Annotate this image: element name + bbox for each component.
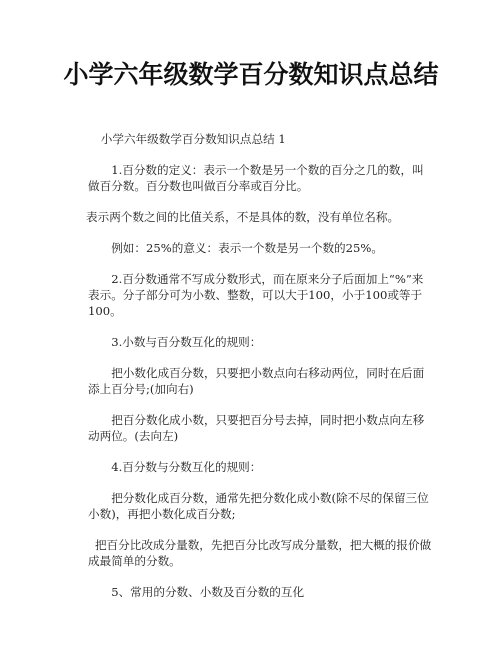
heading-decimal-percent-rules: 3.小数与百分数互化的规则：: [111, 335, 262, 349]
paragraph-percent-format: 2.百分数通常不写成分数形式，而在原来分子后面加上“%”来表示。分子部分可为小数、整数，可以大于100，小于100或等于100。: [88, 272, 424, 318]
paragraph-percent-to-fraction: 把百分比改成分量数，先把百分比改写成分量数，把大概的报价做成最简单的分数。: [88, 538, 432, 568]
paragraph-fraction-to-percent: 把分数化成百分数，通常先把分数化成小数(除不尽的保留三位小数)，再把小数化成百分数;: [88, 491, 429, 521]
paragraph-example: 例如：25%的意义：表示一个数是另一个数的25%。: [111, 241, 384, 255]
document-title: 小学六年级数学百分数知识点总结: [63, 60, 439, 89]
document-body: [88, 131, 433, 615]
paragraph-decimal-to-percent: 把小数化成百分数，只要把小数点向右移动两位，同时在后面添上百分号;(加向右): [88, 366, 425, 396]
heading-common-conversions: 5、常用的分数、小数及百分数的互化: [111, 585, 305, 599]
document-subtitle: 小学六年级数学百分数知识点总结 1: [100, 132, 286, 146]
paragraph-ratio-note: 表示两个数之间的比值关系，不是具体的数，没有单位名称。: [86, 210, 400, 224]
heading-fraction-percent-rules: 4.百分数与分数互化的规则：: [111, 460, 262, 474]
paragraph-definition: 1.百分数的定义：表示一个数是另一个数的百分之几的数，叫做百分数。百分数也叫做百分率或百分比。: [88, 163, 424, 193]
paragraph-percent-to-decimal: 把百分数化成小数，只要把百分号去掉，同时把小数点向左移动两位。(去向左): [88, 413, 425, 443]
